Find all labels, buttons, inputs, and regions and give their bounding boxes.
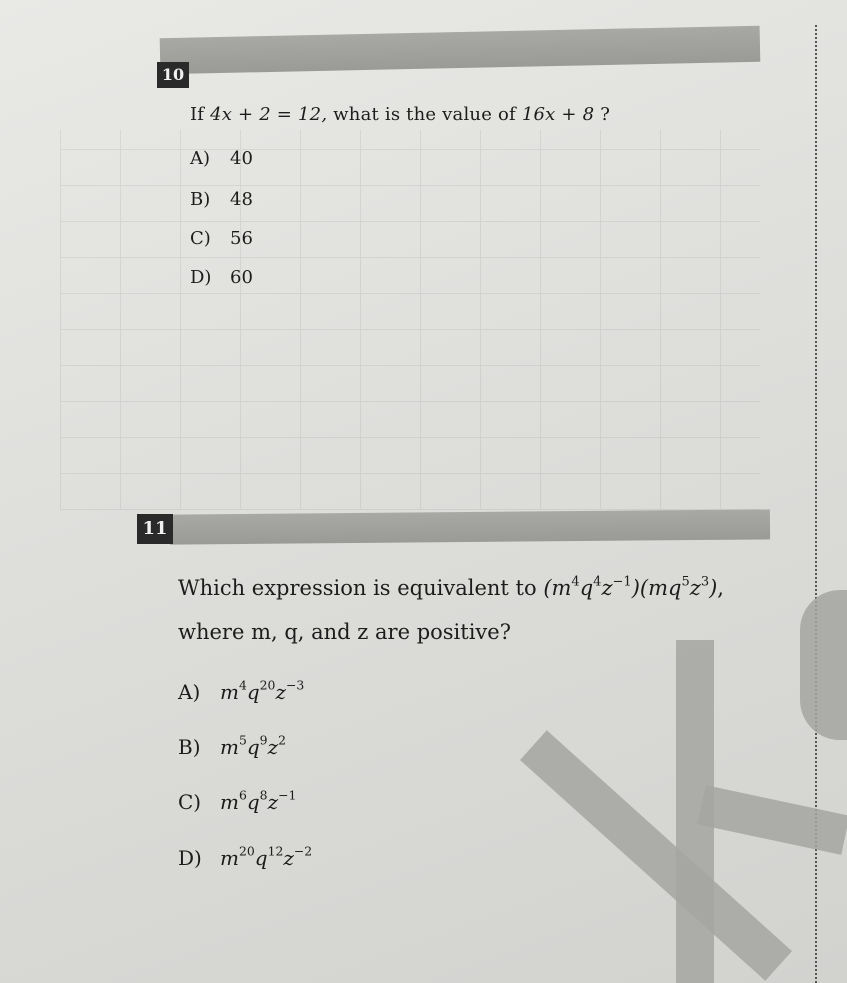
q10-choice-d[interactable] (190, 267, 253, 288)
q11-choice-d[interactable] (178, 843, 313, 870)
choice-value: 48 (230, 189, 253, 210)
choice-label: D) (178, 846, 202, 870)
choice-expression: $m^{20}q^{12}z^{-2}$ (220, 843, 313, 870)
choice-label: B) (178, 735, 201, 759)
given-expression: $(m^4q^4z^{-1})(mq^5z^3)$ (543, 574, 718, 600)
question-11-header-bar (170, 509, 770, 544)
q11-choice-c[interactable] (178, 787, 297, 814)
stem-line1-prefix: Which expression is equivalent to (178, 576, 537, 600)
q10-choice-b[interactable] (190, 189, 253, 210)
choice-label: A) (178, 680, 201, 704)
q10-choice-a[interactable] (190, 148, 253, 169)
q11-choice-a[interactable] (178, 677, 305, 704)
stem-prefix: If (190, 104, 205, 125)
choice-value: 40 (230, 148, 253, 169)
choice-label: B) (190, 189, 211, 210)
pen-mark-horizontal (697, 785, 847, 855)
choice-expression: $m^4q^{20}z^{-3}$ (220, 677, 305, 704)
choice-label: C) (190, 228, 211, 249)
choice-value: 60 (230, 267, 253, 288)
question-10-number: 10 (157, 62, 189, 88)
question-11-stem-line1: Which expression is equivalent to $(m^4q^4z^{-1})(mq^5z^3)$, (178, 574, 724, 600)
stem-expression: 16x + 8 (521, 104, 595, 125)
stem-equation: 4x + 2 = 12, (210, 104, 328, 125)
stem-suffix: ? (600, 104, 611, 125)
q11-choice-b[interactable] (178, 732, 286, 759)
choice-label: D) (190, 267, 212, 288)
choice-label: C) (178, 790, 202, 814)
choice-label: A) (190, 148, 211, 169)
choice-value: 56 (230, 228, 253, 249)
pen-mark-diagonal (520, 730, 792, 981)
pen-mark-curve (800, 590, 847, 740)
bleed-through-texture (60, 130, 760, 510)
question-10-header-bar (160, 26, 761, 75)
question-11-number: 11 (137, 514, 173, 544)
q10-choice-c[interactable] (190, 228, 253, 249)
choice-expression: $m^6q^8z^{-1}$ (220, 787, 297, 814)
question-10-stem (190, 104, 610, 125)
stem-middle: what is the value of (333, 104, 516, 125)
question-11-stem-line2: where m, q, and z are positive? (178, 620, 511, 644)
choice-expression: $m^5q^9z^2$ (220, 732, 286, 759)
